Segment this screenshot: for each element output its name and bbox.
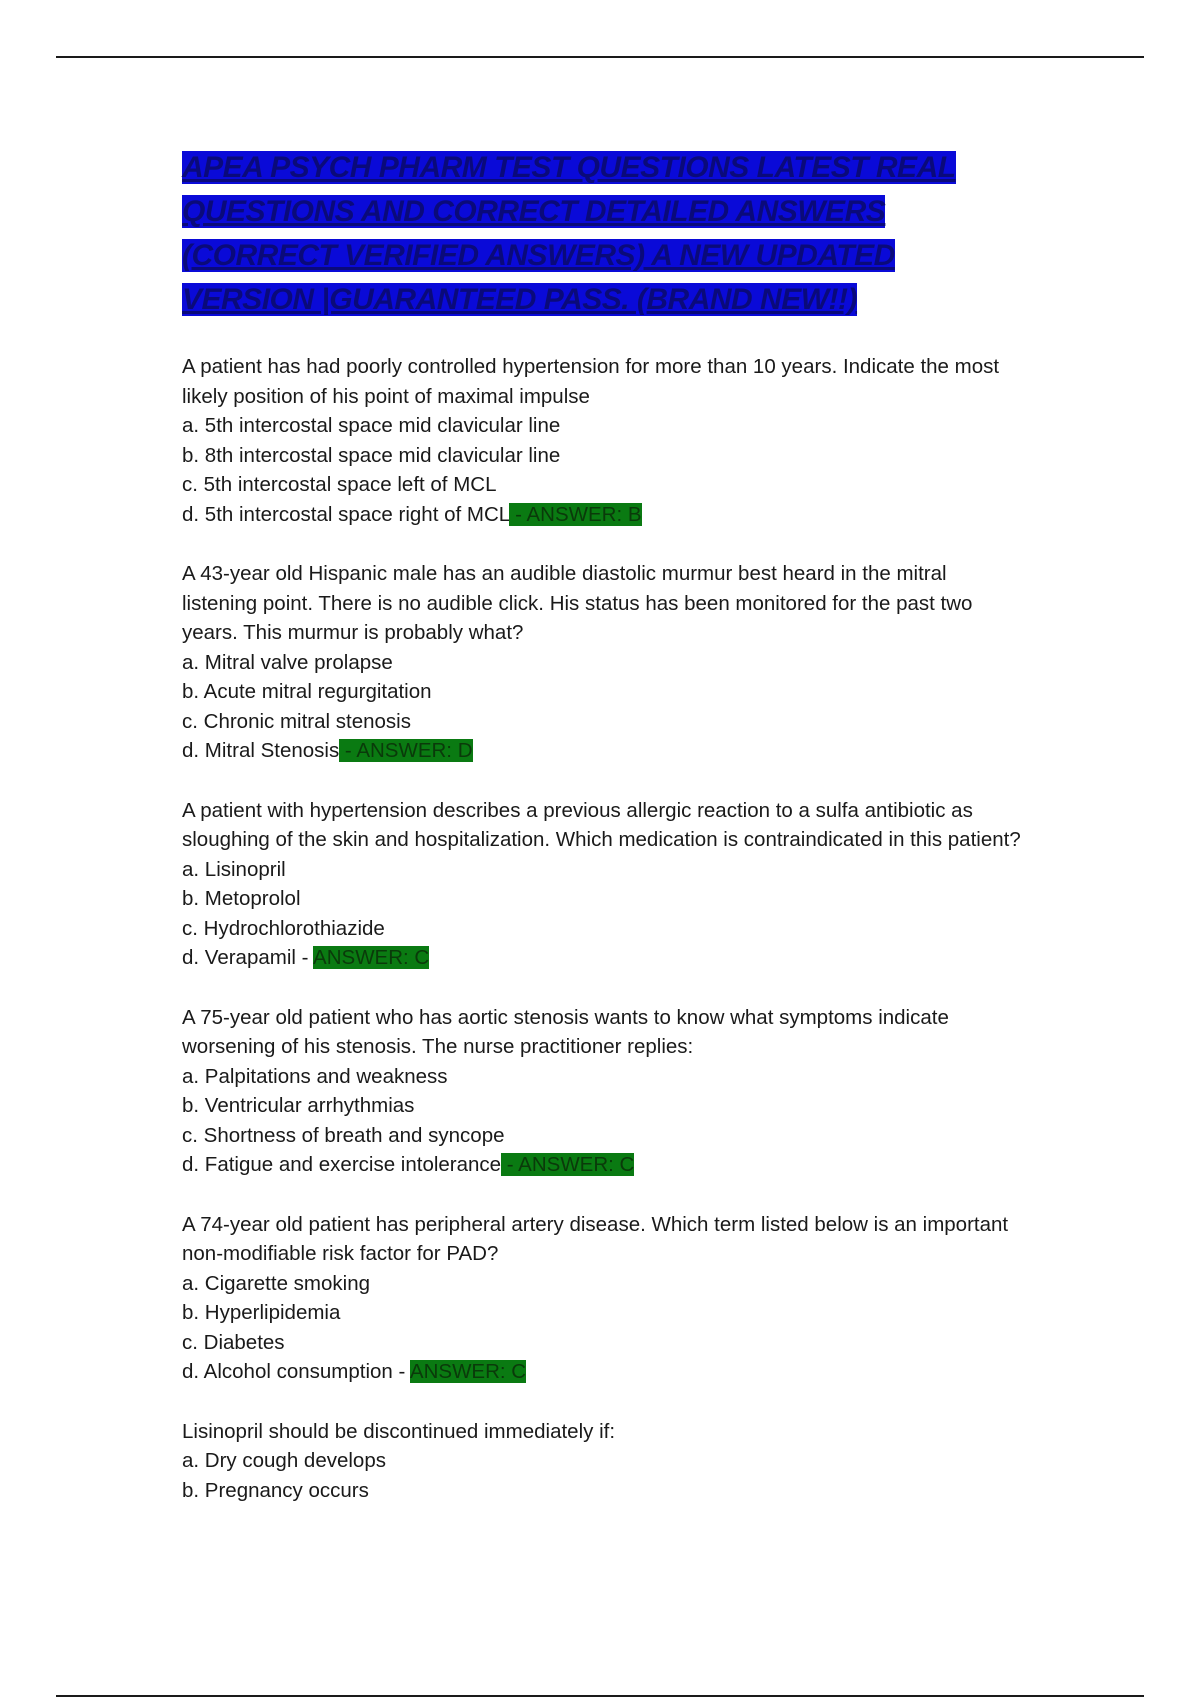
question-block — [182, 352, 1022, 529]
answer-option — [182, 1328, 1022, 1358]
document-title — [182, 146, 1022, 322]
answer-option — [182, 1062, 1022, 1092]
answer-option — [182, 1476, 1022, 1506]
option-text: c. Chronic mitral stenosis — [182, 709, 411, 733]
option-text: c. Shortness of breath and syncope — [182, 1123, 505, 1147]
answer-option — [182, 411, 1022, 441]
answer-option — [182, 1121, 1022, 1151]
answer-option — [182, 914, 1022, 944]
answer-option — [182, 736, 1022, 766]
answer-option — [182, 470, 1022, 500]
option-text: d. Fatigue and exercise intolerance — [182, 1153, 502, 1176]
option-text: b. 8th intercostal space mid clavicular line — [182, 443, 561, 467]
option-text: a. Mitral valve prolapse — [182, 650, 393, 674]
option-text: c. Diabetes — [182, 1330, 285, 1354]
question-stem: A patient with hypertension describes a previous allergic reaction to a sulfa antibiotic as sloughing of the skin and hospitalization. Which medication is contraindicated in this patient? — [182, 798, 1021, 851]
correct-answer-highlight: - ANSWER: C — [501, 1153, 635, 1176]
answer-option — [182, 1091, 1022, 1121]
question-block — [182, 1003, 1022, 1180]
answer-option — [182, 707, 1022, 737]
question-block — [182, 1210, 1022, 1387]
document-body — [182, 146, 1022, 1535]
question-block — [182, 796, 1022, 973]
option-text: a. 5th intercostal space mid clavicular line — [182, 414, 561, 437]
option-text: d. Mitral Stenosis — [182, 739, 340, 762]
option-text: b. Ventricular arrhythmias — [182, 1094, 415, 1117]
question-block — [182, 559, 1022, 766]
option-text: c. Hydrochlorothiazide — [182, 916, 385, 940]
option-text: d. Alcohol consumption — [182, 1360, 393, 1383]
question-list — [182, 352, 1022, 1505]
option-text: b. Hyperlipidemia — [182, 1301, 341, 1324]
question-stem: A 74-year old patient has peripheral artery disease. Which term listed below is an important non-modifiable risk factor for PAD? — [182, 1212, 1009, 1265]
answer-separator: - — [392, 1360, 410, 1383]
question-stem: A patient has had poorly controlled hypertension for more than 10 years. Indicate the most likely position of his point of maximal impulse — [182, 355, 1000, 408]
answer-option — [182, 855, 1022, 885]
answer-option — [182, 500, 1022, 530]
answer-option — [182, 1298, 1022, 1328]
answer-option — [182, 677, 1022, 707]
correct-answer-highlight: ANSWER: C — [409, 1360, 527, 1383]
option-text: a. Dry cough develops — [182, 1449, 386, 1472]
answer-option — [182, 943, 1022, 973]
question-block — [182, 1417, 1022, 1506]
option-text: b. Metoprolol — [182, 887, 301, 910]
option-text: a. Lisinopril — [182, 857, 286, 881]
option-text: b. Pregnancy occurs — [182, 1478, 369, 1502]
bottom-rule — [56, 1695, 1144, 1697]
answer-option — [182, 1357, 1022, 1387]
correct-answer-highlight: - ANSWER: D — [339, 739, 473, 762]
answer-option — [182, 1446, 1022, 1476]
top-rule — [56, 56, 1144, 58]
question-stem: A 43-year old Hispanic male has an audible diastolic murmur best heard in the mitral listening point. There is no audible click. His status has been monitored for the past two years. This murmur is probably what? — [182, 562, 973, 644]
answer-option — [182, 648, 1022, 678]
question-stem: A 75-year old patient who has aortic stenosis wants to know what symptoms indicate worsening of his stenosis. The nurse practitioner replies: — [182, 1005, 949, 1058]
option-text: a. Cigarette smoking — [182, 1271, 371, 1295]
option-text: c. 5th intercostal space left of MCL — [182, 473, 497, 496]
question-stem: Lisinopril should be discontinued immediately if: — [182, 1419, 616, 1443]
option-text: d. Verapamil — [182, 946, 296, 969]
option-text: d. 5th intercostal space right of MCL — [182, 502, 510, 526]
answer-option — [182, 884, 1022, 914]
correct-answer-highlight: ANSWER: C — [313, 946, 430, 969]
option-text: b. Acute mitral regurgitation — [182, 680, 432, 703]
document-title-text: APEA PSYCH PHARM TEST QUESTIONS LATEST REAL QUESTIONS AND CORRECT DETAILED ANSWERS (CORRECT VERIFIED ANSWERS) A NEW UPDATED VERSION |GUARANTEED PASS. (BRAND NEW!!) — [182, 151, 956, 316]
answer-option — [182, 441, 1022, 471]
option-text: a. Palpitations and weakness — [182, 1064, 448, 1088]
answer-option — [182, 1150, 1022, 1180]
answer-option — [182, 1269, 1022, 1299]
correct-answer-highlight: - ANSWER: B — [509, 502, 642, 526]
answer-separator: - — [295, 946, 314, 969]
